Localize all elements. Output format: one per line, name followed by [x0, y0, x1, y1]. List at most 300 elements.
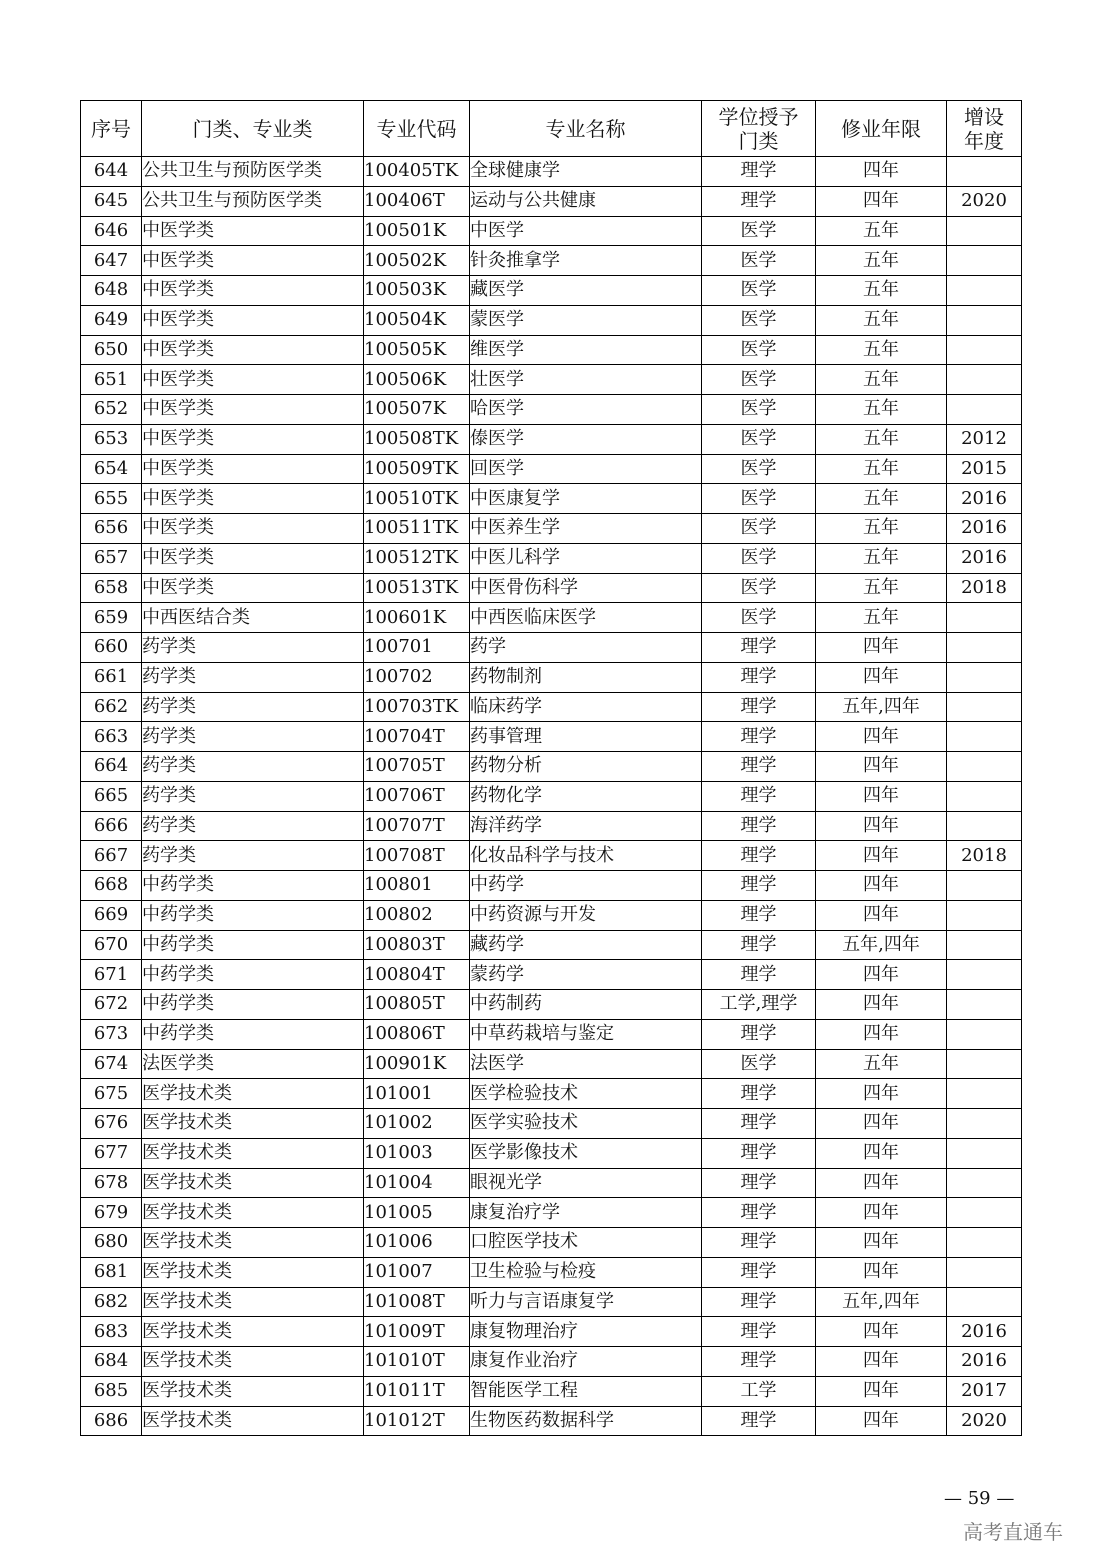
cell-seq: 666: [81, 811, 142, 841]
cell-name: 听力与言语康复学: [470, 1287, 702, 1317]
cell-added: [947, 1257, 1022, 1287]
cell-category: 医学技术类: [142, 1138, 364, 1168]
cell-degree: 理学: [702, 1019, 816, 1049]
cell-years: 五年: [816, 1049, 947, 1079]
cell-name: 壮医学: [470, 365, 702, 395]
cell-category: 医学技术类: [142, 1198, 364, 1228]
cell-category: 医学技术类: [142, 1287, 364, 1317]
cell-seq: 648: [81, 276, 142, 306]
cell-added: [947, 1287, 1022, 1317]
table-row: [81, 1109, 1022, 1139]
table-row: [81, 157, 1022, 187]
cell-category: 中药学类: [142, 960, 364, 990]
cell-degree: 理学: [702, 1347, 816, 1377]
header-degree-line1: 学位授予: [718, 104, 799, 129]
cell-years: 四年: [816, 1168, 947, 1198]
cell-degree: 理学: [702, 1079, 816, 1109]
header-category: 门类、专业类: [142, 101, 364, 157]
cell-degree: 理学: [702, 692, 816, 722]
cell-category: 医学技术类: [142, 1376, 364, 1406]
cell-degree: 理学: [702, 1406, 816, 1436]
cell-years: 五年,四年: [816, 692, 947, 722]
table-row: [81, 335, 1022, 365]
cell-name: 智能医学工程: [470, 1376, 702, 1406]
table-row: [81, 514, 1022, 544]
cell-name: 康复治疗学: [470, 1198, 702, 1228]
cell-added: [947, 1198, 1022, 1228]
cell-seq: 684: [81, 1347, 142, 1377]
table-row: [81, 1406, 1022, 1436]
cell-seq: 652: [81, 395, 142, 425]
cell-category: 中医学类: [142, 454, 364, 484]
cell-seq: 655: [81, 484, 142, 514]
cell-category: 药学类: [142, 662, 364, 692]
cell-degree: 医学: [702, 514, 816, 544]
cell-seq: 674: [81, 1049, 142, 1079]
cell-code: 101005: [364, 1198, 470, 1228]
cell-code: 100512TK: [364, 543, 470, 573]
cell-code: 100801: [364, 871, 470, 901]
cell-degree: 医学: [702, 335, 816, 365]
cell-seq: 676: [81, 1109, 142, 1139]
cell-name: 中药资源与开发: [470, 900, 702, 930]
cell-code: 100802: [364, 900, 470, 930]
header-degree-line2: 门类: [738, 128, 779, 153]
table-row: [81, 1228, 1022, 1258]
cell-years: 四年: [816, 1109, 947, 1139]
cell-code: 100502K: [364, 246, 470, 276]
cell-degree: 医学: [702, 216, 816, 246]
cell-code: 100508TK: [364, 424, 470, 454]
cell-category: 药学类: [142, 633, 364, 663]
cell-code: 100501K: [364, 216, 470, 246]
cell-added: [947, 1228, 1022, 1258]
cell-years: 四年: [816, 752, 947, 782]
cell-name: 药事管理: [470, 722, 702, 752]
cell-code: 100506K: [364, 365, 470, 395]
cell-years: 五年: [816, 454, 947, 484]
cell-degree: 理学: [702, 900, 816, 930]
cell-name: 药物分析: [470, 752, 702, 782]
cell-added: 2020: [947, 186, 1022, 216]
cell-code: 100804T: [364, 960, 470, 990]
header-seq: 序号: [81, 101, 142, 157]
cell-code: 101002: [364, 1109, 470, 1139]
cell-category: 中医学类: [142, 246, 364, 276]
cell-added: [947, 781, 1022, 811]
cell-added: [947, 1109, 1022, 1139]
cell-category: 中医学类: [142, 276, 364, 306]
cell-category: 医学技术类: [142, 1406, 364, 1436]
cell-code: 100703TK: [364, 692, 470, 722]
table-row: [81, 930, 1022, 960]
cell-years: 四年: [816, 1138, 947, 1168]
cell-added: 2016: [947, 1347, 1022, 1377]
cell-added: [947, 692, 1022, 722]
cell-degree: 理学: [702, 1257, 816, 1287]
cell-category: 中医学类: [142, 335, 364, 365]
cell-code: 101011T: [364, 1376, 470, 1406]
cell-added: [947, 871, 1022, 901]
cell-degree: 理学: [702, 662, 816, 692]
table-row: [81, 395, 1022, 425]
cell-code: 100504K: [364, 305, 470, 335]
cell-years: 四年: [816, 1347, 947, 1377]
cell-name: 中西医临床医学: [470, 603, 702, 633]
cell-category: 药学类: [142, 692, 364, 722]
cell-seq: 660: [81, 633, 142, 663]
cell-years: 四年: [816, 841, 947, 871]
cell-degree: 理学: [702, 1317, 816, 1347]
cell-category: 医学技术类: [142, 1079, 364, 1109]
cell-code: 100406T: [364, 186, 470, 216]
cell-category: 医学技术类: [142, 1109, 364, 1139]
cell-years: 四年: [816, 722, 947, 752]
cell-added: [947, 1049, 1022, 1079]
cell-seq: 671: [81, 960, 142, 990]
header-name: 专业名称: [470, 101, 702, 157]
cell-degree: 医学: [702, 454, 816, 484]
cell-added: [947, 1138, 1022, 1168]
cell-years: 四年: [816, 157, 947, 187]
cell-code: 101010T: [364, 1347, 470, 1377]
cell-name: 中药学: [470, 871, 702, 901]
cell-category: 中药学类: [142, 871, 364, 901]
cell-category: 药学类: [142, 722, 364, 752]
cell-added: [947, 1168, 1022, 1198]
cell-code: 100704T: [364, 722, 470, 752]
cell-added: [947, 930, 1022, 960]
cell-code: 101007: [364, 1257, 470, 1287]
table-row: [81, 424, 1022, 454]
cell-code: 100901K: [364, 1049, 470, 1079]
cell-years: 四年: [816, 811, 947, 841]
cell-code: 100701: [364, 633, 470, 663]
cell-degree: 理学: [702, 633, 816, 663]
cell-degree: 医学: [702, 1049, 816, 1079]
cell-years: 四年: [816, 1376, 947, 1406]
cell-seq: 679: [81, 1198, 142, 1228]
cell-degree: 理学: [702, 1228, 816, 1258]
header-years: 修业年限: [816, 101, 947, 157]
table-row: [81, 1376, 1022, 1406]
table-row: [81, 1347, 1022, 1377]
cell-seq: 644: [81, 157, 142, 187]
cell-name: 口腔医学技术: [470, 1228, 702, 1258]
cell-degree: 理学: [702, 841, 816, 871]
cell-degree: 理学: [702, 1138, 816, 1168]
cell-years: 四年: [816, 1317, 947, 1347]
cell-seq: 680: [81, 1228, 142, 1258]
cell-seq: 656: [81, 514, 142, 544]
cell-category: 中医学类: [142, 424, 364, 454]
cell-seq: 651: [81, 365, 142, 395]
cell-name: 药物制剂: [470, 662, 702, 692]
cell-seq: 664: [81, 752, 142, 782]
cell-category: 医学技术类: [142, 1228, 364, 1258]
cell-name: 针灸推拿学: [470, 246, 702, 276]
cell-seq: 653: [81, 424, 142, 454]
cell-name: 藏医学: [470, 276, 702, 306]
cell-code: 101001: [364, 1079, 470, 1109]
cell-code: 100803T: [364, 930, 470, 960]
cell-years: 四年: [816, 1257, 947, 1287]
cell-name: 药物化学: [470, 781, 702, 811]
cell-years: 四年: [816, 960, 947, 990]
cell-code: 100601K: [364, 603, 470, 633]
cell-added: [947, 246, 1022, 276]
cell-degree: 理学: [702, 871, 816, 901]
cell-degree: 理学: [702, 960, 816, 990]
table-row: [81, 1287, 1022, 1317]
cell-degree: 医学: [702, 395, 816, 425]
cell-added: [947, 1079, 1022, 1109]
cell-category: 药学类: [142, 781, 364, 811]
cell-added: 2020: [947, 1406, 1022, 1436]
cell-degree: 医学: [702, 484, 816, 514]
cell-category: 公共卫生与预防医学类: [142, 157, 364, 187]
cell-code: 100702: [364, 662, 470, 692]
cell-seq: 665: [81, 781, 142, 811]
cell-seq: 677: [81, 1138, 142, 1168]
table-row: [81, 633, 1022, 663]
cell-code: 100707T: [364, 811, 470, 841]
cell-degree: 医学: [702, 305, 816, 335]
cell-category: 中医学类: [142, 305, 364, 335]
cell-name: 中药制药: [470, 990, 702, 1020]
cell-code: 100510TK: [364, 484, 470, 514]
cell-name: 蒙药学: [470, 960, 702, 990]
table-row: [81, 186, 1022, 216]
cell-seq: 686: [81, 1406, 142, 1436]
cell-category: 医学技术类: [142, 1168, 364, 1198]
cell-added: [947, 662, 1022, 692]
table-row: [81, 276, 1022, 306]
table-row: [81, 573, 1022, 603]
cell-years: 四年: [816, 633, 947, 663]
cell-degree: 医学: [702, 424, 816, 454]
cell-seq: 662: [81, 692, 142, 722]
table-row: [81, 305, 1022, 335]
cell-seq: 654: [81, 454, 142, 484]
cell-category: 中医学类: [142, 484, 364, 514]
cell-code: 101003: [364, 1138, 470, 1168]
table-row: [81, 1049, 1022, 1079]
table-row: [81, 365, 1022, 395]
cell-code: 101006: [364, 1228, 470, 1258]
header-added-line2: 年度: [964, 128, 1004, 153]
cell-code: 100405TK: [364, 157, 470, 187]
cell-code: 100511TK: [364, 514, 470, 544]
cell-name: 医学检验技术: [470, 1079, 702, 1109]
cell-seq: 646: [81, 216, 142, 246]
cell-seq: 678: [81, 1168, 142, 1198]
cell-added: 2016: [947, 543, 1022, 573]
cell-added: [947, 960, 1022, 990]
table-row: [81, 752, 1022, 782]
cell-category: 中医学类: [142, 514, 364, 544]
cell-category: 法医学类: [142, 1049, 364, 1079]
table-row: [81, 454, 1022, 484]
cell-added: [947, 157, 1022, 187]
cell-years: 五年: [816, 305, 947, 335]
cell-category: 药学类: [142, 752, 364, 782]
cell-category: 药学类: [142, 841, 364, 871]
cell-name: 康复物理治疗: [470, 1317, 702, 1347]
cell-years: 五年: [816, 424, 947, 454]
cell-seq: 658: [81, 573, 142, 603]
cell-code: 100705T: [364, 752, 470, 782]
cell-category: 中医学类: [142, 365, 364, 395]
cell-name: 海洋药学: [470, 811, 702, 841]
table-row: [81, 811, 1022, 841]
cell-code: 101012T: [364, 1406, 470, 1436]
table-row: [81, 722, 1022, 752]
cell-years: 四年: [816, 900, 947, 930]
cell-seq: 650: [81, 335, 142, 365]
cell-category: 中医学类: [142, 395, 364, 425]
table-row: [81, 1019, 1022, 1049]
table-row: [81, 1168, 1022, 1198]
cell-degree: 理学: [702, 1198, 816, 1228]
table-row: [81, 1198, 1022, 1228]
cell-years: 四年: [816, 662, 947, 692]
cell-years: 五年: [816, 365, 947, 395]
cell-degree: 工学: [702, 1376, 816, 1406]
cell-category: 中药学类: [142, 930, 364, 960]
cell-years: 四年: [816, 990, 947, 1020]
cell-years: 五年: [816, 335, 947, 365]
cell-category: 药学类: [142, 811, 364, 841]
cell-code: 100805T: [364, 990, 470, 1020]
cell-added: [947, 305, 1022, 335]
cell-added: 2018: [947, 573, 1022, 603]
cell-name: 哈医学: [470, 395, 702, 425]
table-row: [81, 246, 1022, 276]
cell-degree: 理学: [702, 781, 816, 811]
cell-added: [947, 752, 1022, 782]
cell-name: 全球健康学: [470, 157, 702, 187]
cell-name: 中医康复学: [470, 484, 702, 514]
table-row: [81, 662, 1022, 692]
cell-category: 医学技术类: [142, 1347, 364, 1377]
table-row: [81, 1317, 1022, 1347]
cell-seq: 685: [81, 1376, 142, 1406]
header-degree: [702, 101, 816, 157]
cell-added: [947, 603, 1022, 633]
cell-degree: 医学: [702, 543, 816, 573]
cell-category: 医学技术类: [142, 1317, 364, 1347]
cell-code: 101004: [364, 1168, 470, 1198]
cell-seq: 661: [81, 662, 142, 692]
cell-name: 医学实验技术: [470, 1109, 702, 1139]
cell-seq: 667: [81, 841, 142, 871]
table-row: [81, 1257, 1022, 1287]
watermark: 高考直通车: [963, 1520, 1063, 1544]
cell-added: [947, 990, 1022, 1020]
cell-years: 五年,四年: [816, 930, 947, 960]
cell-years: 五年: [816, 246, 947, 276]
table-row: [81, 841, 1022, 871]
cell-name: 回医学: [470, 454, 702, 484]
cell-name: 中医骨伤科学: [470, 573, 702, 603]
cell-seq: 670: [81, 930, 142, 960]
cell-years: 四年: [816, 1228, 947, 1258]
cell-degree: 理学: [702, 1168, 816, 1198]
cell-name: 中草药栽培与鉴定: [470, 1019, 702, 1049]
cell-name: 生物医药数据科学: [470, 1406, 702, 1436]
header-added: [947, 101, 1022, 157]
table-row: [81, 543, 1022, 573]
cell-years: 五年: [816, 395, 947, 425]
header-added-line1: 增设: [964, 104, 1004, 129]
table-row: [81, 900, 1022, 930]
cell-added: [947, 276, 1022, 306]
table-body: [81, 157, 1022, 1436]
cell-added: [947, 395, 1022, 425]
table-row: [81, 871, 1022, 901]
cell-category: 医学技术类: [142, 1257, 364, 1287]
cell-degree: 理学: [702, 157, 816, 187]
cell-added: 2015: [947, 454, 1022, 484]
cell-years: 五年: [816, 514, 947, 544]
cell-years: 四年: [816, 1079, 947, 1109]
cell-added: 2017: [947, 1376, 1022, 1406]
cell-seq: 682: [81, 1287, 142, 1317]
cell-seq: 668: [81, 871, 142, 901]
cell-years: 五年: [816, 276, 947, 306]
table-row: [81, 960, 1022, 990]
cell-name: 维医学: [470, 335, 702, 365]
cell-code: 100708T: [364, 841, 470, 871]
cell-added: [947, 633, 1022, 663]
cell-name: 康复作业治疗: [470, 1347, 702, 1377]
cell-years: 五年: [816, 543, 947, 573]
cell-added: [947, 811, 1022, 841]
cell-name: 中医学: [470, 216, 702, 246]
cell-code: 100505K: [364, 335, 470, 365]
cell-code: 100507K: [364, 395, 470, 425]
cell-seq: 663: [81, 722, 142, 752]
cell-name: 中医养生学: [470, 514, 702, 544]
cell-degree: 医学: [702, 276, 816, 306]
cell-name: 药学: [470, 633, 702, 663]
cell-name: 法医学: [470, 1049, 702, 1079]
cell-years: 五年: [816, 573, 947, 603]
cell-category: 中药学类: [142, 990, 364, 1020]
cell-seq: 659: [81, 603, 142, 633]
table-row: [81, 216, 1022, 246]
cell-seq: 645: [81, 186, 142, 216]
table-row: [81, 484, 1022, 514]
cell-degree: 工学,理学: [702, 990, 816, 1020]
cell-years: 五年: [816, 484, 947, 514]
cell-name: 藏药学: [470, 930, 702, 960]
cell-degree: 理学: [702, 752, 816, 782]
table-row: [81, 1138, 1022, 1168]
cell-name: 傣医学: [470, 424, 702, 454]
cell-added: [947, 335, 1022, 365]
cell-name: 卫生检验与检疫: [470, 1257, 702, 1287]
cell-seq: 673: [81, 1019, 142, 1049]
cell-category: 中医学类: [142, 573, 364, 603]
majors-table: [80, 100, 1022, 1436]
cell-code: 101009T: [364, 1317, 470, 1347]
table-row: [81, 692, 1022, 722]
cell-category: 中医学类: [142, 216, 364, 246]
cell-years: 五年,四年: [816, 1287, 947, 1317]
cell-code: 101008T: [364, 1287, 470, 1317]
